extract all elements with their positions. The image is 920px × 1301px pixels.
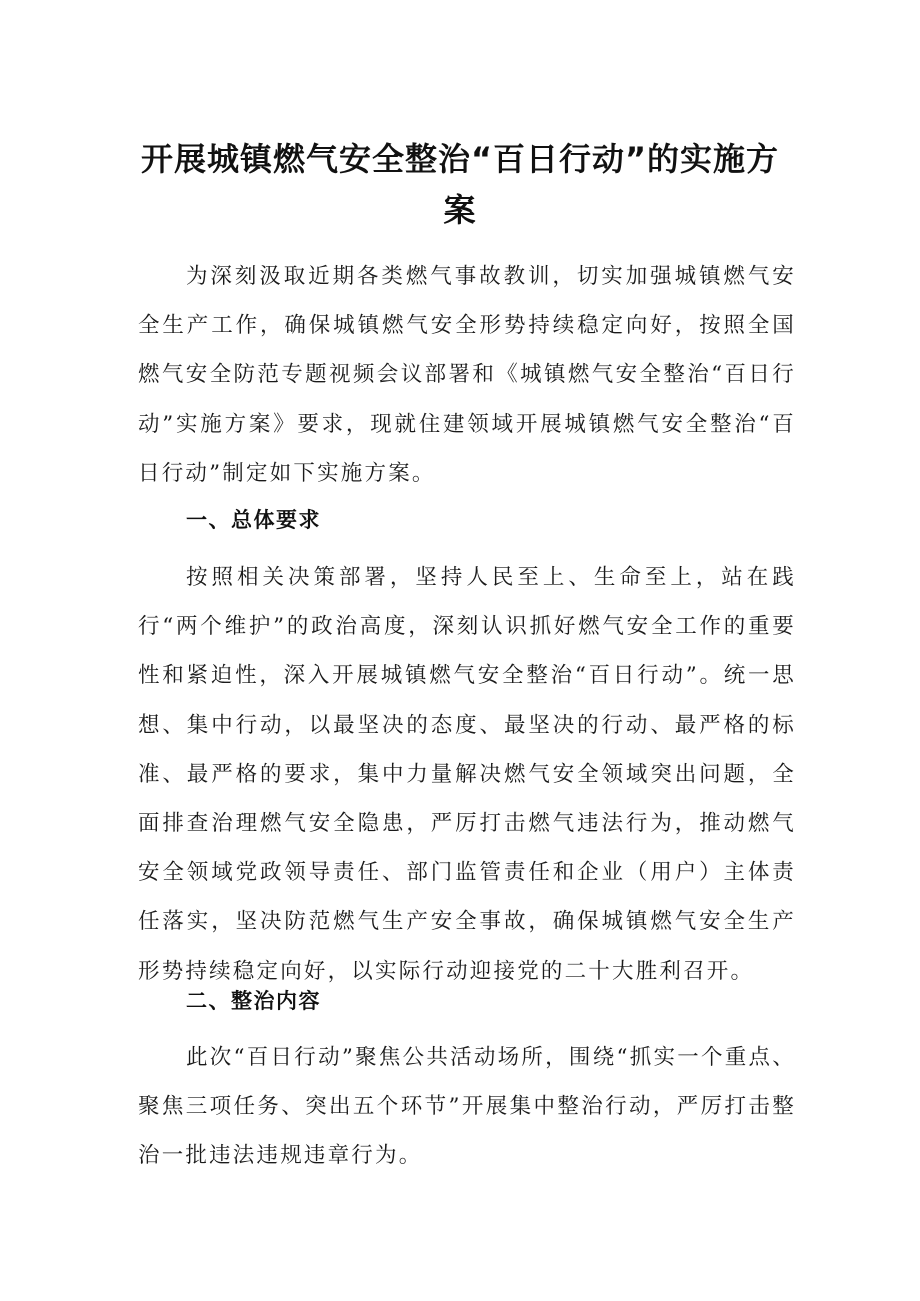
section-heading-rectification-content: 二、整治内容 [186, 989, 321, 1013]
section-heading-general-requirements: 一、总体要求 [186, 508, 321, 532]
intro-paragraph: 为深刻汲取近期各类燃气事故教训，切实加强城镇燃气安全生产工作，确保城镇燃气安全形势持续稳定向好，按照全国燃气安全防范专题视频会议部署和《城镇燃气安全整治“百日行动”实施方案》要求，现就住建领域开展城镇燃气安全整治“百日行动”制定如下实施方案。 [138, 264, 796, 486]
document-title: 开展城镇燃气安全整治“百日行动”的实施方案 [140, 140, 780, 229]
section-paragraph-rectification-content: 此次“百日行动”聚焦公共活动场所，围绕“抓实一个重点、聚焦三项任务、突出五个环节”开展集中整治行动，严厉打击整治一批违法违规违章行为。 [138, 1045, 796, 1169]
section-paragraph-general-requirements: 按照相关决策部署，坚持人民至上、生命至上，站在践行“两个维护”的政治高度，深刻认识抓好燃气安全工作的重要性和紧迫性，深入开展城镇燃气安全整治“百日行动”。统一思想、集中行动，以最坚决的态度、最坚决的行动、最严格的标准、最严格的要求，集中力量解决燃气安全领域突出问题，全面排查治理燃气安全隐患，严厉打击燃气违法行为，推动燃气安全领域党政领导责任、部门监管责任和企业（用户）主体责任落实，坚决防范燃气生产安全事故，确保城镇燃气安全生产形势持续稳定向好，以实际行动迎接党的二十大胜利召开。 [138, 565, 796, 984]
